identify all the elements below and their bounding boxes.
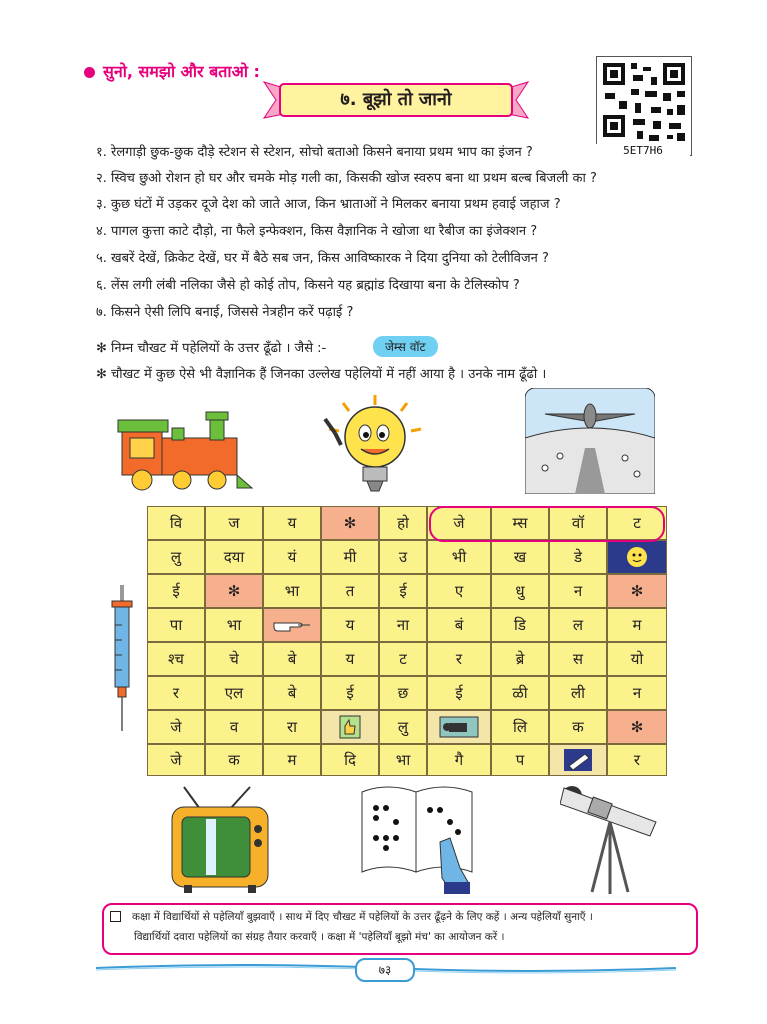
aeroplane-icon xyxy=(525,388,655,494)
grid-cell[interactable]: भा xyxy=(205,608,263,642)
teacher-note-line-2: विद्यार्थियों दवारा पहेलियों का संग्रह तैयार करवाएँ । कक्षा में 'पहेलियाँ बूझो मंच' का आयोजन करें । xyxy=(134,931,505,943)
grid-cell[interactable]: उ xyxy=(379,540,427,574)
grid-cell[interactable]: य xyxy=(321,608,379,642)
grid-cell[interactable]: वॉ xyxy=(549,506,607,540)
grid-cell[interactable]: रा xyxy=(263,710,321,744)
grid-cell[interactable]: क xyxy=(549,710,607,744)
grid-cell[interactable]: ए xyxy=(427,574,491,608)
grid-cell[interactable]: श्च xyxy=(147,642,205,676)
grid-cell[interactable]: डि xyxy=(491,608,549,642)
grid-cell[interactable]: ट xyxy=(379,642,427,676)
grid-cell[interactable]: ल xyxy=(549,608,607,642)
grid-cell[interactable]: म xyxy=(263,744,321,776)
grid-cell[interactable]: धु xyxy=(491,574,549,608)
instruction-2: ✻ चौखट में कुछ ऐसे भी वैज्ञानिक हैं जिनका उल्लेख पहेलियों में नहीं आया है । उनके नाम ढूँढो । xyxy=(96,367,547,382)
grid-cell[interactable]: चे xyxy=(205,642,263,676)
grid-cell[interactable]: बे xyxy=(263,676,321,710)
grid-cell[interactable]: दि xyxy=(321,744,379,776)
grid-cell[interactable]: दया xyxy=(205,540,263,574)
grid-cell-paper-picture[interactable] xyxy=(549,744,607,776)
qr-code-text: 5ET7H6 xyxy=(596,144,690,157)
grid-cell[interactable]: न xyxy=(607,676,667,710)
grid-cell[interactable]: त xyxy=(321,574,379,608)
grid-cell[interactable]: हो xyxy=(379,506,427,540)
grid-cell[interactable]: ई xyxy=(379,574,427,608)
riddle-5: ५. खबरें देखें, क्रिकेट देखें, घर में बैठे सब जन, किस आविष्कारक ने दिया दुनिया को टेलीविजन ? xyxy=(96,251,549,266)
syringe-icon xyxy=(108,585,136,733)
light-bulb-icon xyxy=(315,393,435,498)
grid-cell[interactable]: यो xyxy=(607,642,667,676)
lesson-title: ७. बूझो तो जानो xyxy=(340,89,452,110)
grid-cell[interactable]: र xyxy=(427,642,491,676)
checkbox-icon xyxy=(110,911,121,922)
grid-cell[interactable]: भा xyxy=(379,744,427,776)
grid-cell[interactable]: बे xyxy=(263,642,321,676)
section-heading-text: सुनो, समझो और बताओ : xyxy=(103,62,260,81)
grid-cell[interactable]: लु xyxy=(379,710,427,744)
grid-cell[interactable]: बं xyxy=(427,608,491,642)
grid-cell[interactable]: ख xyxy=(491,540,549,574)
grid-cell[interactable]: एल xyxy=(205,676,263,710)
grid-cell-thumb-picture[interactable] xyxy=(321,710,379,744)
grid-cell[interactable]: ✻ xyxy=(607,710,667,744)
braille-book-icon xyxy=(358,782,478,897)
grid-cell-pointing-hand[interactable] xyxy=(263,608,321,642)
riddle-1: १. रेलगाड़ी छुक-छुक दौड़े स्टेशन से स्टेशन, सोचो बताओ किसने बनाया प्रथम भाप का इंजन ? xyxy=(96,145,533,160)
grid-cell-camera-picture[interactable] xyxy=(427,710,491,744)
grid-cell[interactable]: य xyxy=(321,642,379,676)
television-icon xyxy=(170,785,270,895)
riddle-7: ७. किसने ऐसी लिपि बनाई, जिससे नेत्रहीन करें पढ़ाई ? xyxy=(96,305,354,320)
letter-paper-icon xyxy=(563,748,593,772)
riddle-4: ४. पागल कुत्ता काटे दौड़ो, ना फैले इन्फेक्शन, किस वैज्ञानिक ने खोजा था रैबीज का इंजेक्शन ? xyxy=(96,224,538,239)
telescope-icon xyxy=(560,782,665,897)
grid-cell[interactable]: ई xyxy=(427,676,491,710)
grid-cell[interactable]: जे xyxy=(147,744,205,776)
projector-icon xyxy=(439,716,479,738)
example-answer-tag: जेम्स वॉट xyxy=(373,336,438,357)
page-number: ७३ xyxy=(355,958,415,982)
bulb-face-icon xyxy=(622,544,652,570)
grid-cell[interactable]: ट xyxy=(607,506,667,540)
grid-cell[interactable]: क xyxy=(205,744,263,776)
grid-cell[interactable]: छ xyxy=(379,676,427,710)
grid-cell[interactable]: म्स xyxy=(491,506,549,540)
grid-cell[interactable]: ना xyxy=(379,608,427,642)
thumbs-up-icon xyxy=(338,714,362,740)
section-heading xyxy=(84,60,260,82)
grid-cell[interactable]: ई xyxy=(321,676,379,710)
grid-cell[interactable]: ✻ xyxy=(607,574,667,608)
example-answer-highlight xyxy=(429,506,665,542)
grid-cell[interactable]: जे xyxy=(147,710,205,744)
pointing-hand-icon xyxy=(272,615,312,635)
grid-cell[interactable]: मी xyxy=(321,540,379,574)
teacher-note-line-1: कक्षा में विद्यार्थियों से पहेलियाँ बुझवाएँ । साथ में दिए चौखट में पहेलियों के उत्तर ढूँढ़ने के लिए कहें । अन्य पहेलियाँ सुनाएँ । xyxy=(132,911,593,923)
riddle-2: २. स्विच छुओ रोशन हो घर और चमके मोड़ गली का, किसकी खोज स्वरुप बना था प्रथम बल्ब बिजली का ? xyxy=(96,171,597,186)
grid-cell[interactable]: यं xyxy=(263,540,321,574)
qr-code-icon[interactable] xyxy=(596,56,692,156)
grid-cell[interactable]: लु xyxy=(147,540,205,574)
grid-cell[interactable]: ज xyxy=(205,506,263,540)
grid-cell[interactable]: ब्रे xyxy=(491,642,549,676)
grid-cell[interactable]: लि xyxy=(491,710,549,744)
grid-cell[interactable]: स xyxy=(549,642,607,676)
grid-cell[interactable]: र xyxy=(607,744,667,776)
grid-cell[interactable]: वि xyxy=(147,506,205,540)
grid-cell[interactable]: पा xyxy=(147,608,205,642)
instruction-1: ✻ निम्न चौखट में पहेलियों के उत्तर ढूँढो । जैसे :- xyxy=(96,341,327,356)
grid-cell[interactable]: ✻ xyxy=(205,574,263,608)
grid-cell[interactable]: म xyxy=(607,608,667,642)
steam-engine-icon xyxy=(112,400,262,495)
grid-cell[interactable]: गै xyxy=(427,744,491,776)
grid-cell[interactable]: य xyxy=(263,506,321,540)
grid-cell[interactable]: डे xyxy=(549,540,607,574)
grid-cell[interactable]: ✻ xyxy=(321,506,379,540)
grid-cell[interactable]: जे xyxy=(427,506,491,540)
grid-cell[interactable]: ळी xyxy=(491,676,549,710)
riddle-6: ६. लेंस लगी लंबी नलिका जैसे हो कोई तोप, किसने यह ब्रह्मांड दिखाया बना के टेलिस्कोप ? xyxy=(96,278,520,293)
grid-cell-bulb-picture[interactable] xyxy=(607,540,667,574)
grid-cell[interactable]: ई xyxy=(147,574,205,608)
grid-cell[interactable]: प xyxy=(491,744,549,776)
grid-cell[interactable]: व xyxy=(205,710,263,744)
word-search-grid xyxy=(147,506,667,776)
riddle-3: ३. कुछ घंटों में उड़कर दूजे देश को जाते आज, किन भ्राताओं ने मिलकर बनाया प्रथम हवाई जहाज ? xyxy=(96,197,561,212)
grid-cell[interactable]: भी xyxy=(427,540,491,574)
bullet-icon xyxy=(84,67,95,78)
grid-cell[interactable]: र xyxy=(147,676,205,710)
grid-cell[interactable]: ली xyxy=(549,676,607,710)
grid-cell[interactable]: भा xyxy=(263,574,321,608)
grid-cell[interactable]: न xyxy=(549,574,607,608)
